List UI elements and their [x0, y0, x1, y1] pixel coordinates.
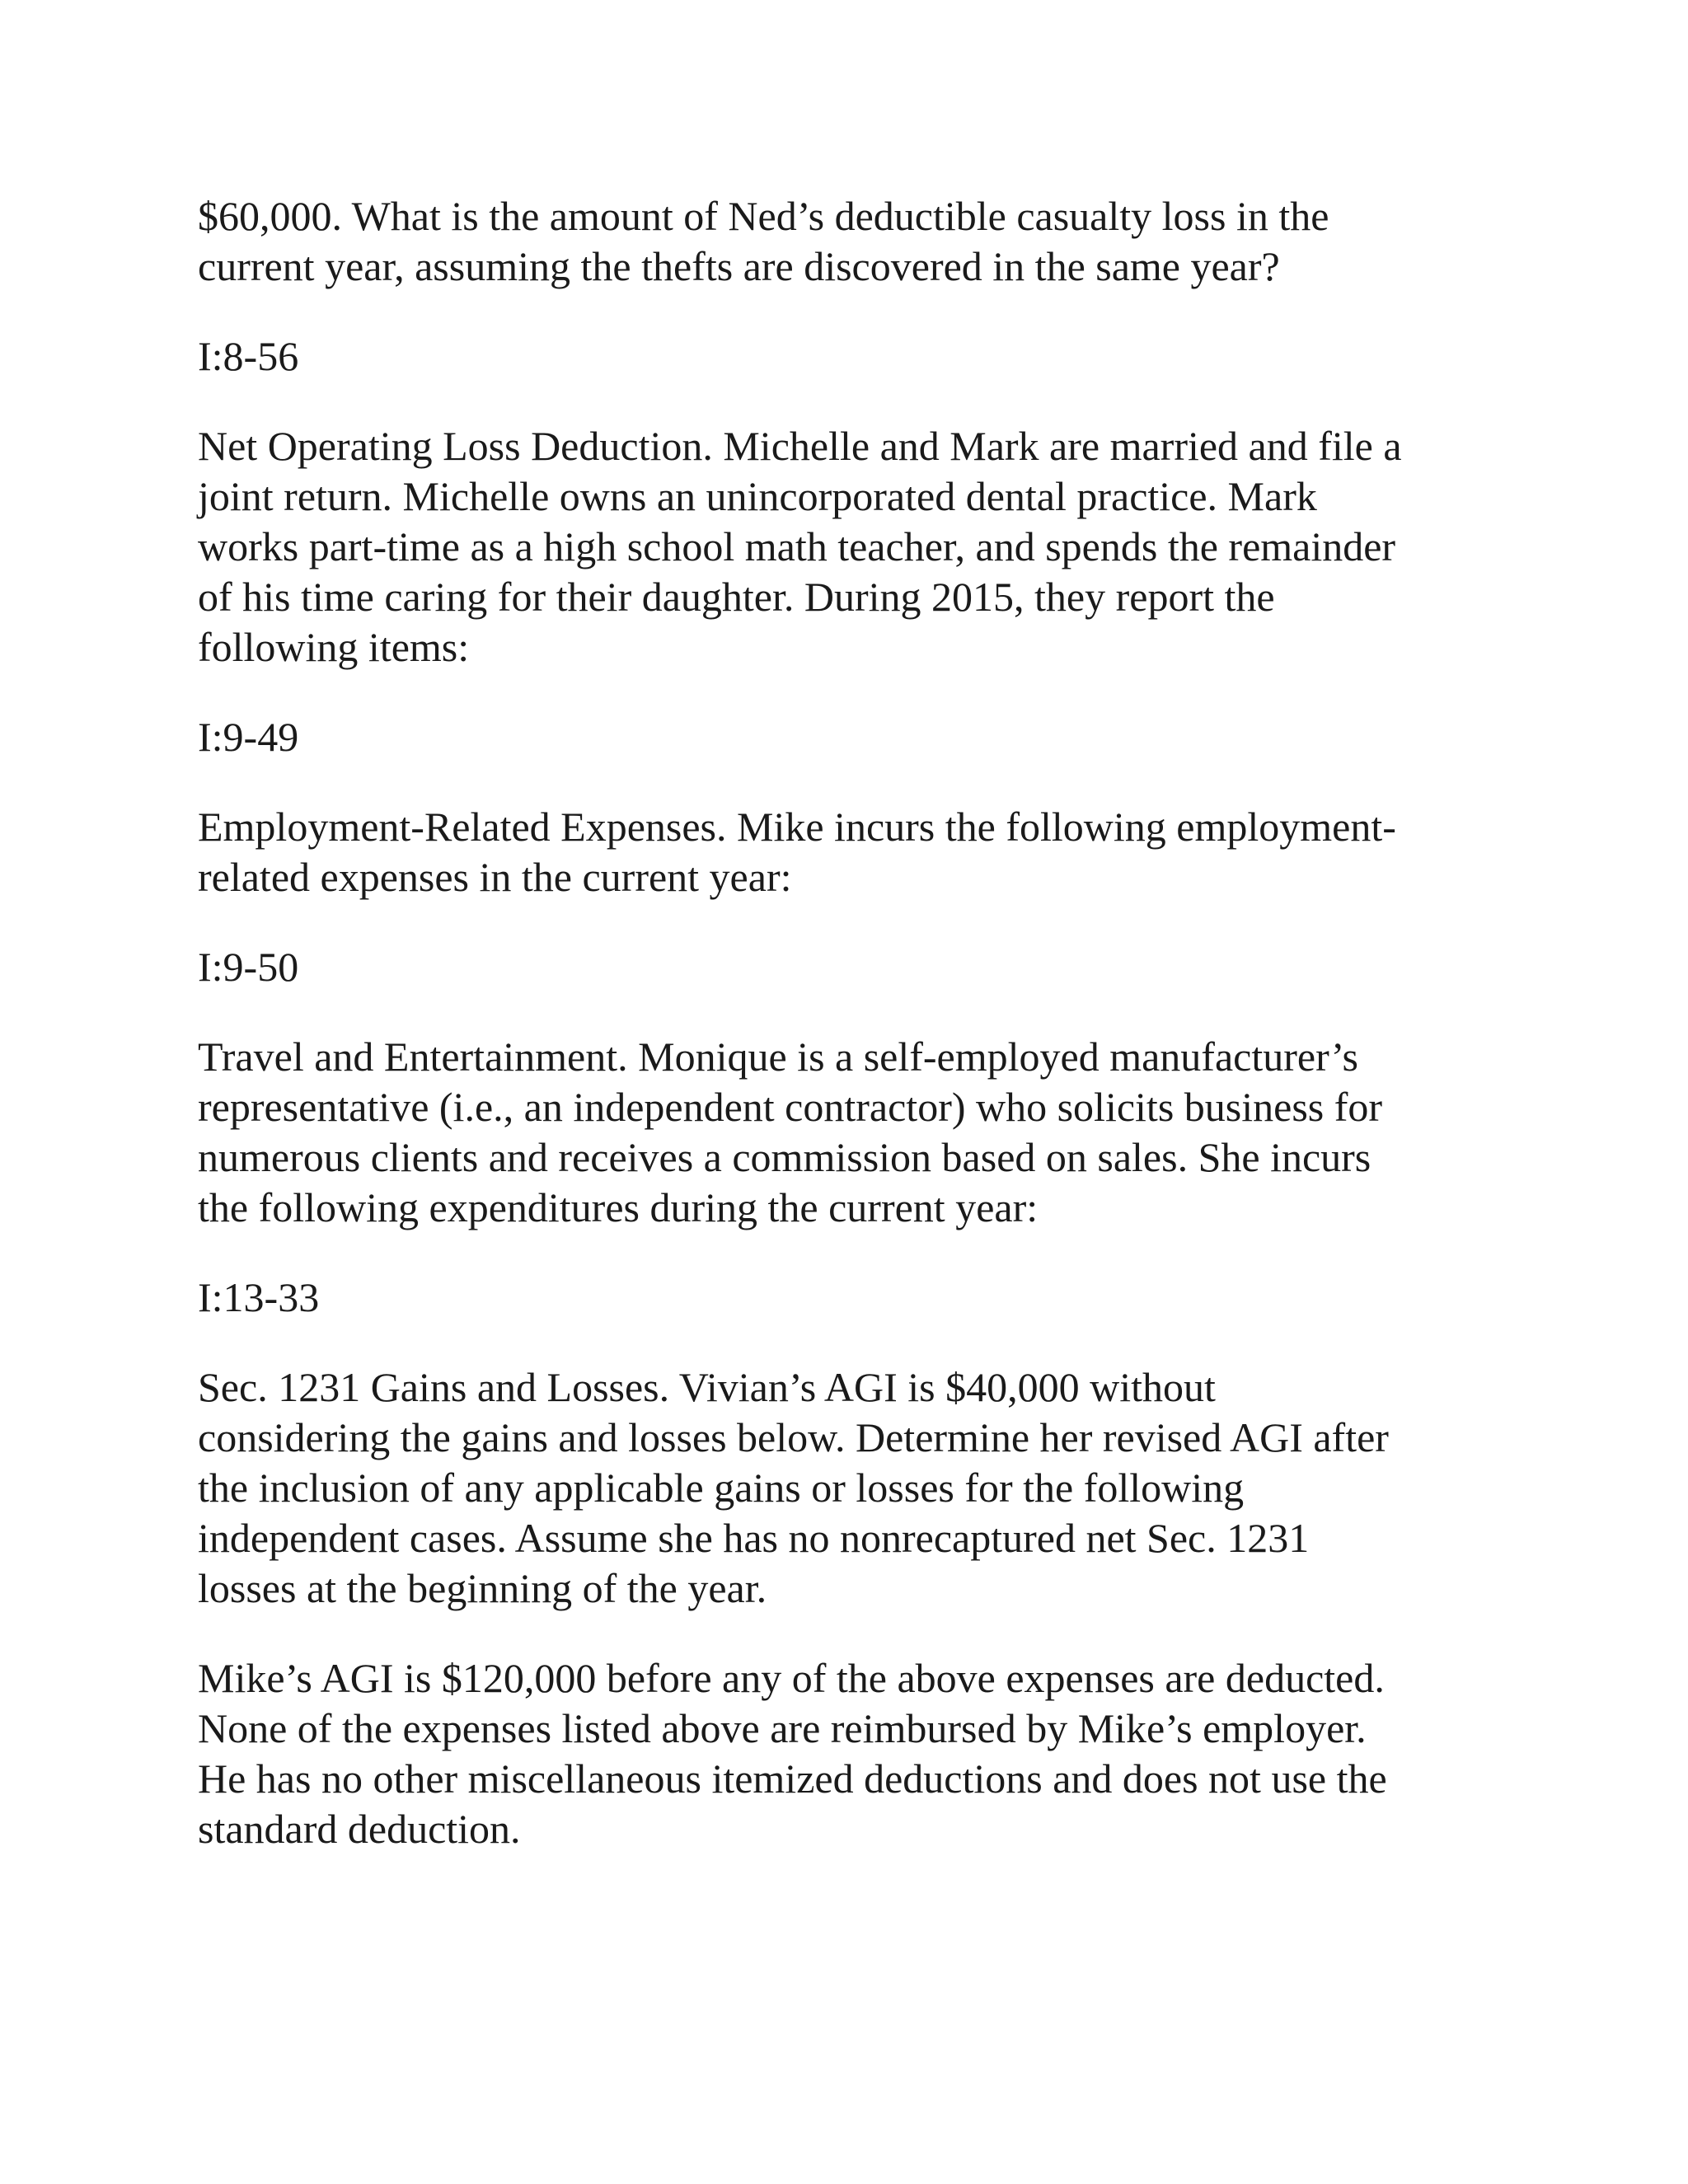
document-body	[198, 191, 1500, 1894]
paragraph-net-operating-loss: Net Operating Loss Deduction. Michelle and Mark are married and file a joint return. Michelle owns an unincorporated dental practice. Mark works part-time as a high school math teacher, and spends the remainder of his time caring for their daughter. During 2015, they report the following items:	[198, 423, 1402, 670]
paragraph-casualty-loss-question: $60,000. What is the amount of Ned’s deductible casualty loss in the current year, assuming the thefts are discovered in the same year?	[198, 193, 1329, 289]
problem-number-13-33: I:13-33	[198, 1274, 320, 1320]
paragraph-employment-related-expenses: Employment-Related Expenses. Mike incurs the following employment- related expenses in the current year:	[198, 804, 1396, 900]
problem-number-9-49: I:9-49	[198, 714, 299, 760]
paragraph-mike-agi: Mike’s AGI is $120,000 before any of the above expenses are deducted. None of the expenses listed above are reimbursed by Mike’s employer. He has no other miscellaneous itemized deductions and does not use the standard deduction.	[198, 1655, 1387, 1852]
paragraph-travel-and-entertainment: Travel and Entertainment. Monique is a self-employed manufacturer’s representative (i.e., an independent contractor) who solicits business for numerous clients and receives a commission based on sales. She incurs the following expenditures during the current year:	[198, 1033, 1383, 1230]
problem-number-9-50: I:9-50	[198, 944, 299, 990]
problem-number-8-56: I:8-56	[198, 333, 299, 379]
paragraph-sec-1231-gains-losses: Sec. 1231 Gains and Losses. Vivian’s AGI is $40,000 without considering the gains and losses below. Determine her revised AGI after the inclusion of any applicable gains or losses for the following independent cases. Assume she has no nonrecaptured net Sec. 1231 losses at the beginning of the year.	[198, 1364, 1389, 1611]
